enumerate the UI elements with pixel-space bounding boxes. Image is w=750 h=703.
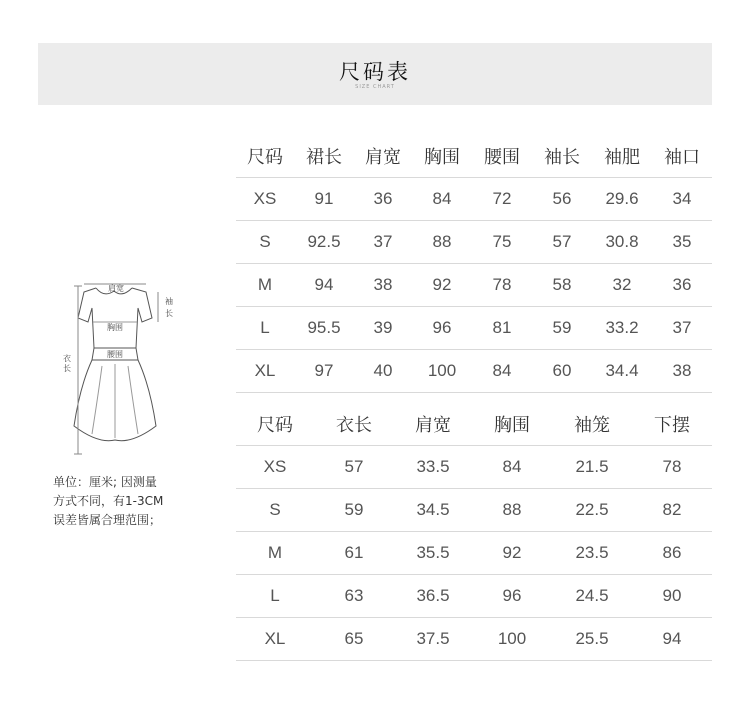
table-row (236, 532, 712, 575)
table-cell: S (236, 489, 314, 532)
table-cell: M (236, 264, 294, 307)
column-header: 胸围 (412, 135, 472, 178)
table-cell: XS (236, 178, 294, 221)
column-header: 袖长 (532, 135, 592, 178)
note-line: 误差皆属合理范围； (53, 513, 162, 527)
note-line: 单位：厘米; 因测量 (53, 475, 157, 489)
table-cell: 22.5 (552, 489, 632, 532)
table-cell: 81 (472, 307, 532, 350)
table-cell: 96 (412, 307, 472, 350)
page-title: 尺码表 (339, 60, 411, 84)
column-header: 胸围 (472, 403, 552, 446)
table-row (236, 618, 712, 661)
table-cell: 88 (472, 489, 552, 532)
table-cell: 34 (652, 178, 712, 221)
table-cell: 65 (314, 618, 394, 661)
table-cell: 88 (412, 221, 472, 264)
column-header: 袖肥 (592, 135, 652, 178)
table-cell: XS (236, 446, 314, 489)
table-cell: 25.5 (552, 618, 632, 661)
table-cell: 37.5 (394, 618, 472, 661)
column-header: 肩宽 (394, 403, 472, 446)
table-cell: 100 (472, 618, 552, 661)
table-row (236, 350, 712, 393)
dress-size-table (236, 135, 712, 393)
table-cell: 94 (632, 618, 712, 661)
top-size-table (236, 403, 712, 661)
table-cell: 36 (652, 264, 712, 307)
table-cell: L (236, 575, 314, 618)
table-cell: 36 (354, 178, 412, 221)
table-cell: 92 (412, 264, 472, 307)
column-header: 裙长 (294, 135, 354, 178)
table-cell: M (236, 532, 314, 575)
table-cell: 84 (472, 446, 552, 489)
table-cell: 21.5 (552, 446, 632, 489)
column-header: 袖口 (652, 135, 712, 178)
table-cell: 78 (472, 264, 532, 307)
table-cell: 29.6 (592, 178, 652, 221)
table-cell: 40 (354, 350, 412, 393)
table-cell: 86 (632, 532, 712, 575)
table-cell: 36.5 (394, 575, 472, 618)
table-row (236, 264, 712, 307)
table-cell: 72 (472, 178, 532, 221)
table-cell: 90 (632, 575, 712, 618)
table-cell: 34.5 (394, 489, 472, 532)
table-cell: 92.5 (294, 221, 354, 264)
table-cell: 23.5 (552, 532, 632, 575)
table-cell: 37 (354, 221, 412, 264)
table-cell: 94 (294, 264, 354, 307)
column-header: 袖笼 (552, 403, 632, 446)
unit-note (53, 473, 203, 530)
table-cell: 39 (354, 307, 412, 350)
sleeve-label-b: 长 (165, 309, 173, 318)
table-cell: 56 (532, 178, 592, 221)
table-cell: L (236, 307, 294, 350)
page-subtitle: SIZE CHART (355, 84, 395, 90)
column-header: 肩宽 (354, 135, 412, 178)
column-header: 腰围 (472, 135, 532, 178)
sleeve-label-a: 袖 (165, 297, 173, 306)
table-cell: 57 (314, 446, 394, 489)
shoulder-label: 肩宽 (108, 284, 124, 293)
table-cell: 30.8 (592, 221, 652, 264)
table-cell: 59 (314, 489, 394, 532)
dress-diagram-svg (58, 276, 188, 461)
table-cell: 97 (294, 350, 354, 393)
table-row (236, 575, 712, 618)
table-cell: 57 (532, 221, 592, 264)
table-row (236, 307, 712, 350)
table-cell: XL (236, 350, 294, 393)
note-line: 方式不同，有1-3CM (53, 494, 164, 508)
table-cell: 58 (532, 264, 592, 307)
skirt-folds (92, 364, 138, 438)
table-row (236, 178, 712, 221)
table-cell: 59 (532, 307, 592, 350)
bodice-shape (78, 288, 152, 348)
table-cell: 92 (472, 532, 552, 575)
table-cell: 91 (294, 178, 354, 221)
table-cell: 32 (592, 264, 652, 307)
table-cell: 61 (314, 532, 394, 575)
chest-label: 胸围 (107, 323, 123, 332)
waist-label: 腰围 (107, 350, 123, 359)
table-row (236, 489, 712, 532)
table-cell: 84 (472, 350, 532, 393)
column-header: 衣长 (314, 403, 394, 446)
table-cell: 60 (532, 350, 592, 393)
table-cell: XL (236, 618, 314, 661)
table-cell: 33.5 (394, 446, 472, 489)
table-header-row (236, 403, 712, 446)
table-row (236, 446, 712, 489)
table-cell: 38 (354, 264, 412, 307)
table-cell: 84 (412, 178, 472, 221)
table-cell: 100 (412, 350, 472, 393)
table-cell: 63 (314, 575, 394, 618)
column-header: 尺码 (236, 135, 294, 178)
table-row (236, 221, 712, 264)
table-header-row (236, 135, 712, 178)
table-cell: 33.2 (592, 307, 652, 350)
table-cell: 75 (472, 221, 532, 264)
table-cell: 96 (472, 575, 552, 618)
header-banner (38, 43, 712, 105)
column-header: 下摆 (632, 403, 712, 446)
table-cell: 34.4 (592, 350, 652, 393)
table-cell: 35 (652, 221, 712, 264)
column-header: 尺码 (236, 403, 314, 446)
table-cell: 37 (652, 307, 712, 350)
table-cell: 82 (632, 489, 712, 532)
table-cell: S (236, 221, 294, 264)
length-label-b: 衣 (63, 354, 71, 363)
table-cell: 78 (632, 446, 712, 489)
dress-diagram-icon (58, 276, 188, 461)
table-cell: 35.5 (394, 532, 472, 575)
table-cell: 95.5 (294, 307, 354, 350)
length-label-a: 长 (63, 364, 71, 373)
table-cell: 38 (652, 350, 712, 393)
table-cell: 24.5 (552, 575, 632, 618)
